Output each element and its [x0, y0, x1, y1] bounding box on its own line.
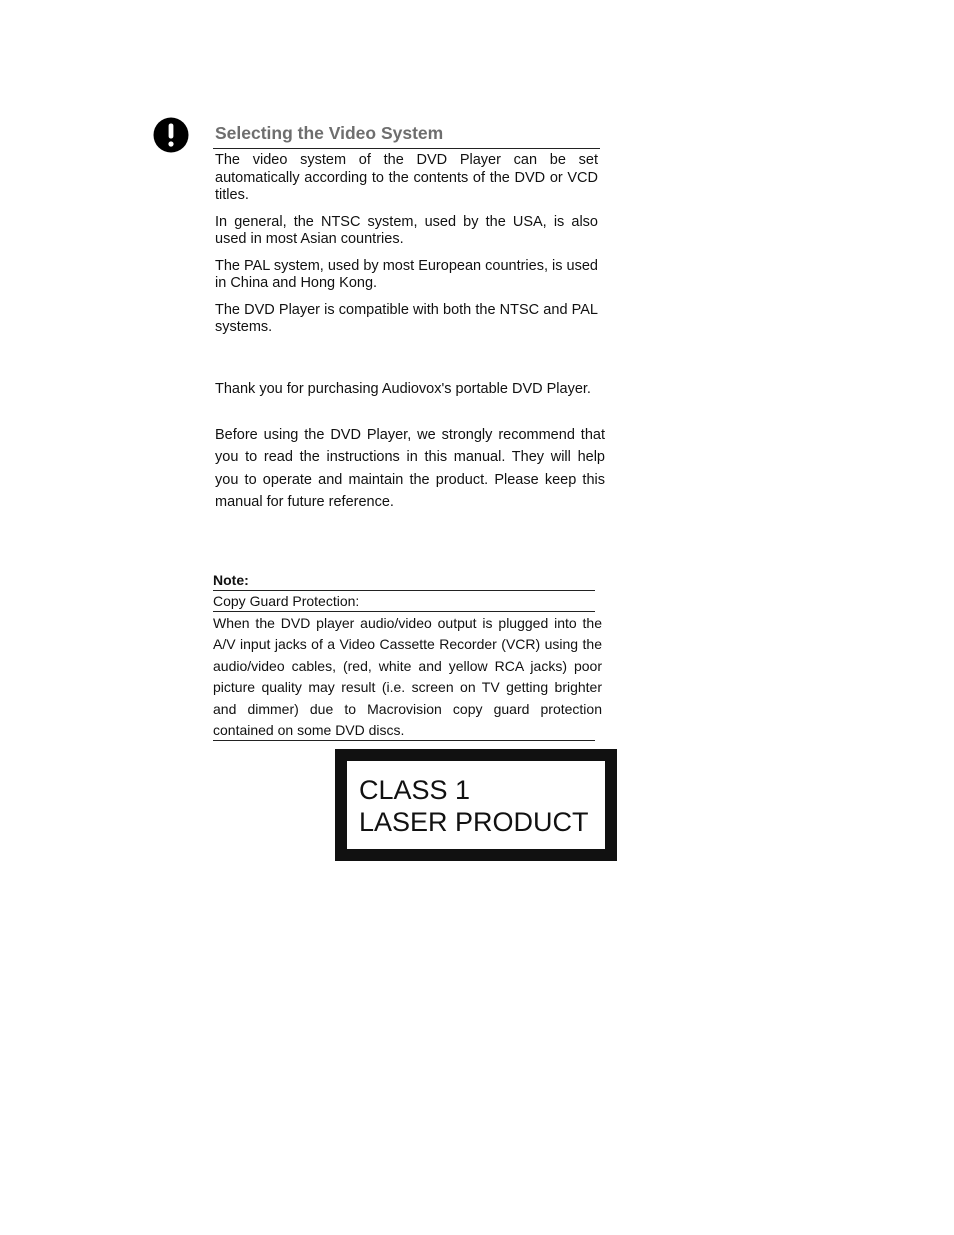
note-subheading: Copy Guard Protection:: [213, 591, 595, 612]
paragraph: In general, the NTSC system, used by the USA, is also used in most Asian countries.: [215, 213, 598, 247]
laser-class-text: CLASS 1: [359, 775, 471, 805]
recommendation-paragraph: Before using the DVD Player, we strongly recommend that you to read the instructions in this manual. They will help you to operate and maintain the product. Please keep this manual for future reference.: [215, 426, 605, 510]
section-title: Selecting the Video System: [215, 123, 444, 143]
exclamation-circle-icon: [153, 117, 189, 153]
paragraph: The video system of the DVD Player can be set automatically according to the contents of the DVD or VCD titles.: [215, 152, 598, 203]
laser-product-text: LASER PRODUCT: [359, 807, 589, 837]
note-box: [213, 572, 602, 741]
thanks-paragraph: Thank you for purchasing Audiovox's portable DVD Player.: [215, 381, 591, 397]
laser-label-panel: [347, 761, 605, 849]
note-body: When the DVD player audio/video output is plugged into the A/V input jacks of a Video Cassette Recorder (VCR) using the audio/video cables, (red, white and yellow RCA jacks) poor picture quality may result (i.e. screen on TV getting brighter and dimmer) due to Macrovision copy guard protection contained on some DVD discs.: [213, 615, 602, 739]
intro-text: [215, 378, 605, 537]
laser-product-label: [335, 749, 617, 861]
note-bottom-rule: [213, 740, 595, 741]
paragraph: The DVD Player is compatible with both the NTSC and PAL systems.: [215, 301, 598, 335]
note-label: Note:: [213, 572, 595, 591]
video-system-text: [215, 152, 598, 346]
title-underline: [213, 148, 600, 149]
paragraph: The PAL system, used by most European countries, is used in China and Hong Kong.: [215, 257, 598, 291]
